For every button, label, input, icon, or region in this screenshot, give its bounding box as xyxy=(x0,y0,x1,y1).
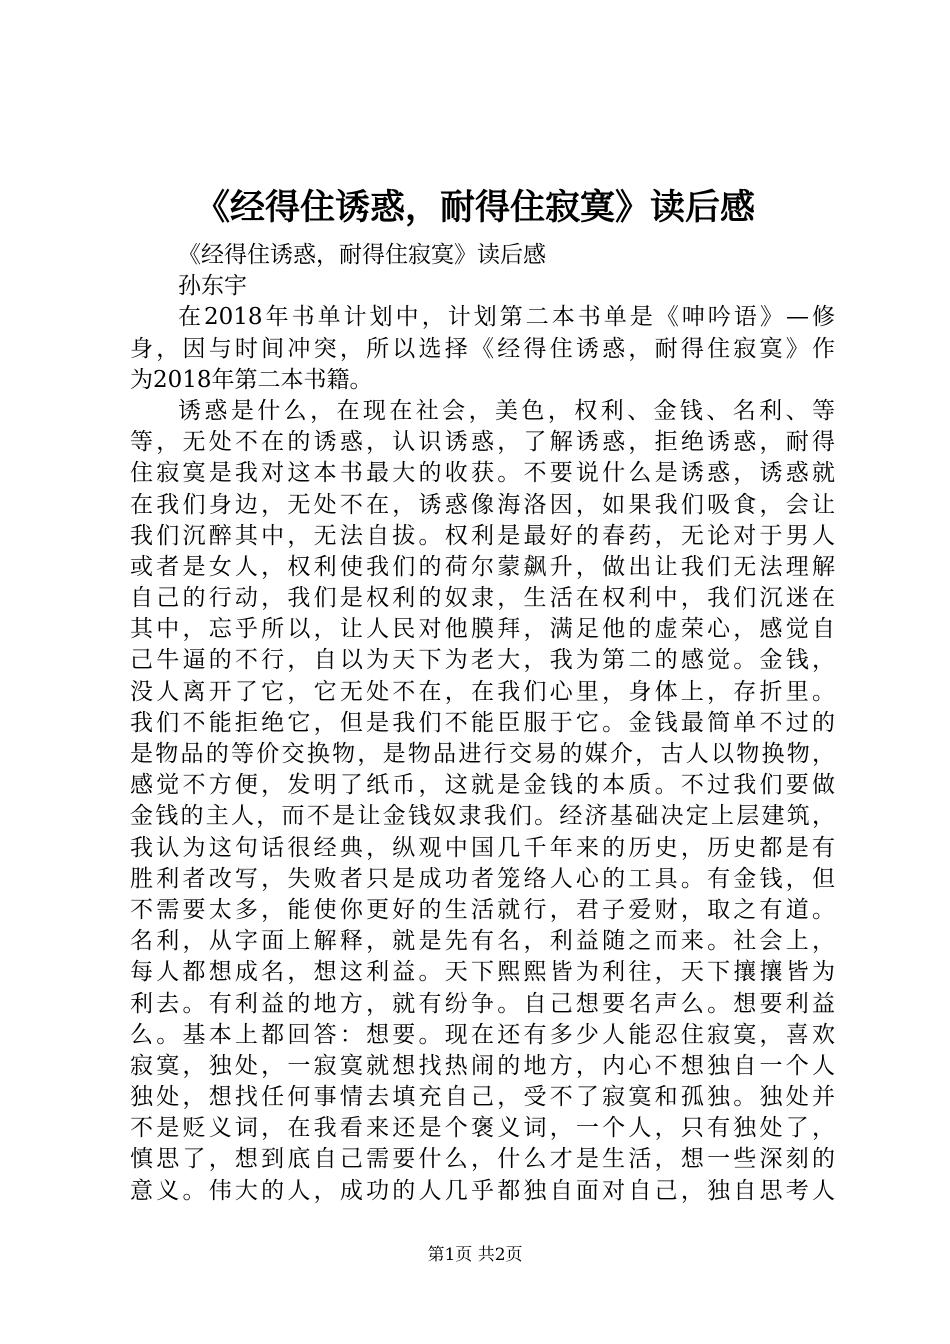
text-line: 诱惑是什么，在现在社会，美色，权利、金钱、名利、等 xyxy=(178,397,835,424)
text-line: 意义。伟大的人，成功的人几乎都独自面对自己，独自思考人 xyxy=(130,1177,835,1204)
text-line: 我们不能拒绝它，但是我们不能臣服于它。金钱最简单不过的 xyxy=(130,709,835,736)
text-line: 独处，想找任何事情去填充自己，受不了寂寞和孤独。独处并 xyxy=(130,1084,835,1111)
text-line: 利去。有利益的地方，就有纷争。自己想要名声么。想要利益 xyxy=(130,990,835,1017)
text-line: 胜利者改写，失败者只是成功者笼络人心的工具。有金钱，但 xyxy=(130,865,835,892)
text-line: 在2018年书单计划中，计划第二本书单是《呻吟语》—修 xyxy=(178,304,835,331)
text-line: 感觉不方便，发明了纸币，这就是金钱的本质。不过我们要做 xyxy=(130,772,835,799)
text-line: 我认为这句话很经典，纵观中国几千年来的历史，历史都是有 xyxy=(130,834,835,861)
text-line: 自己的行动，我们是权利的奴隶，生活在权利中，我们沉迷在 xyxy=(130,585,835,612)
text-line: 是物品的等价交换物，是物品进行交易的媒介，古人以物换物， xyxy=(130,741,835,767)
text-line: 身，因与时间冲突，所以选择《经得住诱惑，耐得住寂寞》作 xyxy=(130,335,835,362)
text-line: 或者是女人，权利使我们的荷尔蒙飙升，做出让我们无法理解 xyxy=(130,553,835,580)
paragraph-2 xyxy=(130,396,835,1207)
text-line: 为2018年第二本书籍。 xyxy=(130,366,373,393)
text-line: 没人离开了它，它无处不在，在我们心里，身体上，存折里。 xyxy=(130,678,835,705)
text-line: 么。基本上都回答：想要。现在还有多少人能忍住寂寞，喜欢 xyxy=(130,1021,835,1048)
paragraph-1 xyxy=(130,302,835,396)
text-line: 慎思了，想到底自己需要什么，什么才是生活，想一些深刻的 xyxy=(130,1146,835,1173)
text-line: 住寂寞是我对这本书最大的收获。不要说什么是诱惑，诱惑就 xyxy=(130,460,835,487)
text-line: 名利，从字面上解释，就是先有名，利益随之而来。社会上， xyxy=(130,928,835,955)
text-line: 金钱的主人，而不是让金钱奴隶我们。经济基础决定上层建筑， xyxy=(130,803,835,830)
text-line: 我们沉醉其中，无法自拔。权利是最好的春药，无论对于男人 xyxy=(130,522,835,549)
text-line: 不需要太多，能使你更好的生活就行，君子爱财，取之有道。 xyxy=(130,896,835,923)
text-line: 其中，忘乎所以，让人民对他膜拜，满足他的虚荣心，感觉自 xyxy=(130,616,835,643)
subtitle-line: 《经得住诱惑，耐得住寂寞》读后感 xyxy=(178,242,546,268)
page-number-footer: 第1页 共2页 xyxy=(427,1245,523,1265)
document-title: 《经得住诱惑，耐得住寂寞》读后感 xyxy=(194,187,755,228)
text-line: 己牛逼的不行，自以为天下为老大，我为第二的感觉。金钱， xyxy=(130,647,835,674)
text-line: 寂寞，独处，一寂寞就想找热闹的地方，内心不想独自一个人 xyxy=(130,1052,835,1079)
text-line: 在我们身边，无处不在，诱惑像海洛因，如果我们吸食，会让 xyxy=(130,491,835,518)
document-body xyxy=(130,240,835,1207)
text-line: 等，无处不在的诱惑，认识诱惑，了解诱惑，拒绝诱惑，耐得 xyxy=(130,429,835,456)
text-line: 每人都想成名，想这利益。天下熙熙皆为利往，天下攘攘皆为 xyxy=(130,959,835,986)
text-line: 不是贬义词，在我看来还是个褒义词，一个人，只有独处了， xyxy=(130,1115,835,1142)
author-line: 孙东宇 xyxy=(178,273,247,300)
